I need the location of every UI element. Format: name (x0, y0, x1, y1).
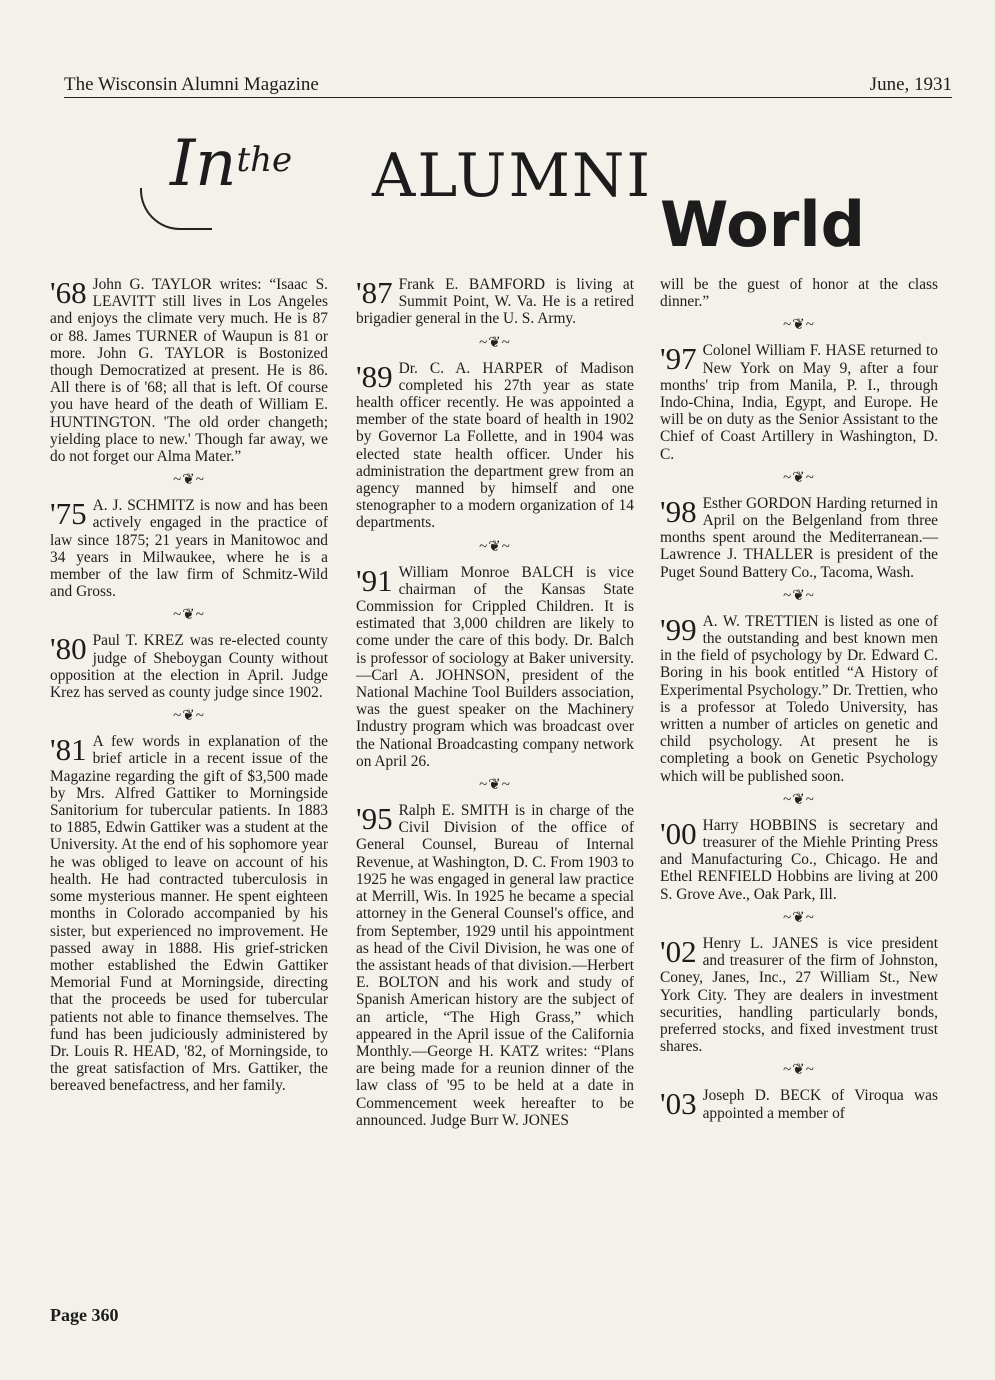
ornament-divider: ~❦~ (173, 607, 205, 624)
column-3 (660, 276, 938, 1122)
banner-in: In (170, 127, 237, 201)
class-note-entry (660, 613, 938, 785)
entry-text: A. W. TRETTIEN is listed as one of the outstanding and best known men in the field of psychology by Dr. Edward C. Boring in his book entitled “A History of Experimental Psychology.” Dr. Trettien, who is a professor at Toledo University, has written a number of articles on genetic and child psychology. At present he is completing a book on Genetic Psychology which will be published soon. (660, 612, 938, 785)
banner-the: the (236, 140, 293, 180)
issue-date: June, 1931 (869, 74, 952, 95)
class-note-entry (660, 817, 938, 903)
class-note-entry (660, 276, 938, 310)
class-note-entry (50, 276, 328, 465)
ornament-divider: ~❦~ (173, 708, 205, 725)
class-note-entry (50, 497, 328, 600)
column-1 (50, 276, 328, 1095)
class-note-entry (660, 495, 938, 581)
entry-text: will be the guest of honor at the class dinner.” (660, 276, 938, 311)
class-year: '02 (660, 933, 697, 969)
banner-alumni: ALUMNI (372, 141, 653, 211)
entry-text: John G. TAYLOR writes: “Isaac S. LEAVITT still lives in Los Angeles and enjoys the climate very much. He is 87 or 88. James TURNER of Waupun is 81 or more. John G. TAYLOR is Bostonized though Democratized at present. He is 86. All there is of '68; all that is left. Of course you have heard of the death of William E. HUNTINGTON. 'The old order changeth; yielding place to new.' Though far away, we do not forget our Alma Mater.” (50, 276, 328, 466)
class-year: '89 (356, 358, 393, 394)
ornament-divider: ~❦~ (479, 538, 511, 555)
banner-script (170, 127, 293, 201)
class-year: '95 (356, 801, 393, 837)
class-year: '80 (50, 631, 87, 667)
running-head (64, 74, 952, 98)
column-2 (356, 276, 634, 1129)
ornament-divider: ~❦~ (783, 587, 815, 604)
class-note-entry (356, 276, 634, 328)
entry-text: Colonel William F. HASE returned to New York on May 9, after a four months' trip from Manila, P. I., through Indo-China, India, Egypt, and Europe. He will be on duty as the Senior Assistant to the Chief of Coast Artillery in Washington, D. C. (660, 342, 938, 463)
class-year: '03 (660, 1086, 697, 1122)
class-year: '99 (660, 611, 697, 647)
ornament-divider: ~❦~ (479, 334, 511, 351)
ornament-divider: ~❦~ (783, 317, 815, 334)
entry-text: Ralph E. SMITH is in charge of the Civil Division of the office of General Counsel, Bureau of Internal Revenue, at Washington, D. C. From 1903 to 1925 he was engaged in general law practice at Merrill, Wis. In 1925 he became a special attorney in the General Counsel's office, and from September, 1929 until his appointment as head of the Civil Division, he was one of the assistant heads of that division.—Herbert E. BOLTON and his work and study of Spanish American history are the subject of an article, “The High Grass,” which appeared in the April issue of the California Monthly.—George H. KATZ writes: “Plans are being made for a reunion dinner of the law class of '95 to be held at a date in Commencement week hereafter to be announced. Judge Burr W. JONES (356, 802, 634, 1129)
class-year: '91 (356, 562, 393, 598)
class-note-entry (50, 632, 328, 701)
entry-text: Harry HOBBINS is secretary and treasurer of the Miehle Printing Press and Manufacturing Co., Chicago. He and Ethel RENFIELD Hobbins are living at 200 S. Grove Ave., Oak Park, Ill. (660, 816, 938, 903)
page-number: Page 360 (50, 1305, 119, 1325)
ornament-divider: ~❦~ (783, 909, 815, 926)
entry-text: William Monroe BALCH is vice chairman of the Kansas State Commission for Crippled Children. It is estimated that 3,000 children are likely to come under the care of this body. Dr. Balch is professor of sociology at Baker university.—Carl A. JOHNSON, president of the National Machine Tool Builders association, was the guest speaker on the Machinery Industry program which was broadcast over the National Broadcasting company network on April 26. (356, 563, 634, 770)
class-year: '81 (50, 732, 87, 768)
class-year: '98 (660, 493, 697, 529)
class-note-entry (660, 1087, 938, 1121)
class-note-entry (356, 564, 634, 770)
entry-text: Joseph D. BECK of Viroqua was appointed a member of (702, 1087, 938, 1122)
class-year: '97 (660, 341, 697, 377)
class-note-entry (50, 733, 328, 1094)
entry-text: Henry L. JANES is vice president and treasurer of the firm of Johnston, Coney, Janes, Inc., 27 William St., New York City. They are dealers in investment securities, handling particularly bonds, preferred stocks, and fixed investment trust shares. (660, 934, 938, 1056)
class-note-entry (660, 342, 938, 462)
class-year: '75 (50, 496, 87, 532)
ornament-divider: ~❦~ (173, 472, 205, 489)
class-year: '00 (660, 815, 697, 851)
entry-text: A. J. SCHMITZ is now and has been actively engaged in the practice of law since 1875; 21 years in Manitowoc and 34 years in Milwaukee, where he is a member of the law firm of Schmitz-Wild and Gross. (50, 497, 328, 601)
class-note-entry (356, 360, 634, 532)
class-note-entry (356, 802, 634, 1129)
banner-world: World (660, 188, 865, 261)
ornament-divider: ~❦~ (783, 791, 815, 808)
class-year: '87 (356, 275, 393, 310)
section-banner (140, 127, 880, 261)
ornament-divider: ~❦~ (783, 469, 815, 486)
entry-text: Dr. C. A. HARPER of Madison completed his 27th year as state health officer recently. He was appointed a member of the state board of health in 1902 by Governor La Follette, and in 1904 was elected state health officer. Under his administration the department grew from an agency manned by himself and one stenographer to a modern organization of 14 departments. (356, 359, 634, 532)
entry-text: A few words in explanation of the brief article in a recent issue of the Magazine regarding the gift of $3,500 made by Mrs. Alfred Gattiker to Morningside Sanitorium for tubercular patients. In 1883 to 1885, Edwin Gattiker was a student at the University. At the end of his sophomore year he was obliged to leave on account of his health. He had contracted tuberculosis in some mysterious manner. He spent eighteen months in Colorado accompanied by his sister, but experienced no improvement. He passed away in 1888. His grief-stricken mother established the Edwin Gattiker Memorial Fund at Morningside, directing that the proceeds be used for tubercular patients not able to finance themselves. The fund has been judiciously administered by Dr. Louis R. HEAD, '82, of Morningside, to the great satisfaction of Mrs. Gattiker, the bereaved benefactress, and her family. (50, 733, 328, 1095)
entry-text: Paul T. KREZ was re-elected county judge of Sheboygan County without opposition at the election in April. Judge Krez has served as county judge since 1902. (50, 632, 328, 702)
ornament-divider: ~❦~ (479, 777, 511, 794)
class-note-entry (660, 935, 938, 1055)
magazine-title: The Wisconsin Alumni Magazine (64, 74, 319, 95)
entry-text: Esther GORDON Harding returned in April on the Belgenland from three months spent around the Mediterranean.—Lawrence J. THALLER is president of the Puget Sound Battery Co., Tacoma, Wash. (660, 494, 938, 581)
entry-text: Frank E. BAMFORD is living at Summit Point, W. Va. He is a retired brigadier general in the U. S. Army. (356, 276, 634, 328)
class-year: '68 (50, 275, 87, 310)
ornament-divider: ~❦~ (783, 1062, 815, 1079)
